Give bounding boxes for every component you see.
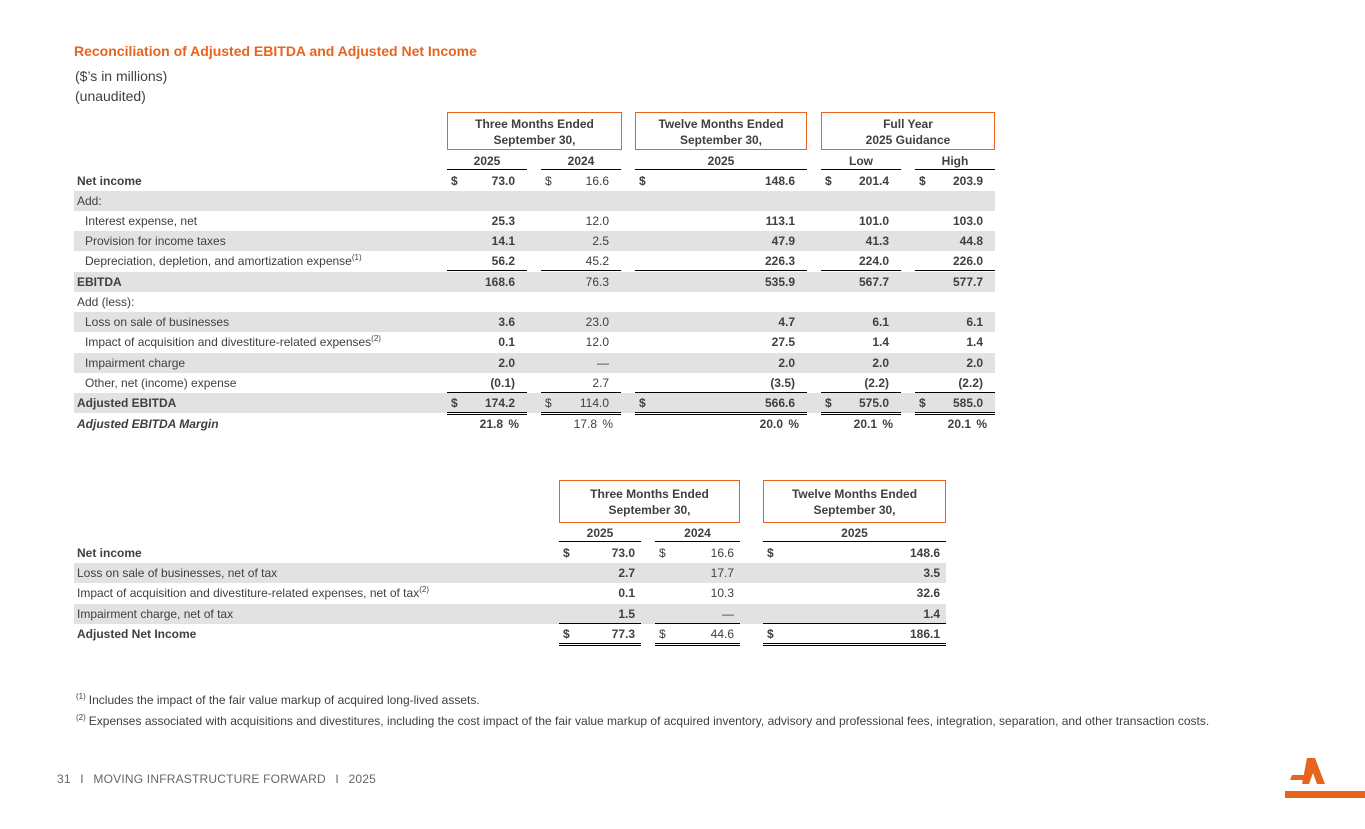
cell-value: 1.4 xyxy=(923,607,940,621)
table-cell xyxy=(635,231,807,251)
table-cell xyxy=(821,373,901,393)
table-cell xyxy=(541,251,621,271)
table-cell xyxy=(447,353,527,373)
cell-value: 56.2 xyxy=(491,254,515,268)
table-cell xyxy=(559,624,641,646)
table-row xyxy=(74,332,995,352)
table-cell xyxy=(635,332,807,352)
table-row xyxy=(74,211,995,231)
table-cell xyxy=(541,231,621,251)
cell-value: 2.0 xyxy=(872,356,889,370)
cell-value: 6.1 xyxy=(966,315,983,329)
table-cell xyxy=(655,543,740,563)
cell-value: 174.2 xyxy=(484,396,515,410)
row-label: Loss on sale of businesses xyxy=(85,315,230,329)
cell-value: 32.6 xyxy=(916,586,940,600)
cell-value: 203.9 xyxy=(952,174,983,188)
currency-symbol: $ xyxy=(639,174,646,188)
table-cell xyxy=(915,272,995,292)
table-cell xyxy=(915,171,995,191)
subtitle-unaudited: (unaudited) xyxy=(75,88,146,104)
table-cell xyxy=(447,393,527,415)
table-cell xyxy=(763,624,946,646)
column-header: 2025 xyxy=(559,524,641,542)
cell-value: 577.7 xyxy=(952,275,983,289)
column-header: Low xyxy=(821,152,901,170)
currency-symbol: $ xyxy=(659,627,666,641)
cell-value: 23.0 xyxy=(585,315,609,329)
percent-symbol: % xyxy=(602,417,613,431)
row-label: Impairment charge, net of tax xyxy=(77,607,234,621)
column-group-line: 2025 Guidance xyxy=(865,133,951,147)
column-header: 2025 xyxy=(635,152,807,170)
cell-value: 2.7 xyxy=(618,566,635,580)
table-row xyxy=(74,373,995,393)
cell-value: 585.0 xyxy=(952,396,983,410)
cell-value: 17.8 xyxy=(573,417,597,431)
row-label: Impact of acquisition and divestiture-related expenses, net of tax$^{(2)}$ xyxy=(77,585,429,600)
cell-value: (2.2) xyxy=(958,376,983,390)
column-group-header xyxy=(763,480,946,523)
table-cell xyxy=(763,583,946,603)
table-cell xyxy=(915,353,995,373)
cell-value: 12.0 xyxy=(585,214,609,228)
table-cell xyxy=(447,373,527,393)
table-cell xyxy=(635,373,807,393)
table-cell xyxy=(447,211,527,231)
table-cell xyxy=(915,332,995,352)
column-group-line: Full Year xyxy=(883,117,933,131)
row-label: Adjusted EBITDA Margin xyxy=(77,417,219,431)
table-cell xyxy=(541,211,621,231)
cell-value: 20.1 xyxy=(853,417,877,431)
row-label: Adjusted EBITDA xyxy=(77,396,177,410)
table-cell xyxy=(447,414,527,434)
table-row xyxy=(74,414,995,434)
currency-symbol: $ xyxy=(659,546,666,560)
table-cell xyxy=(635,393,807,415)
table-cell xyxy=(447,312,527,332)
table-row xyxy=(74,272,995,292)
column-group-line: September 30, xyxy=(493,133,576,147)
table-cell xyxy=(635,251,807,271)
cell-value: — xyxy=(722,607,734,621)
cell-value: 0.1 xyxy=(618,586,635,600)
cell-value: 1.5 xyxy=(618,607,635,621)
table-cell xyxy=(821,231,901,251)
cell-value: — xyxy=(597,356,609,370)
cell-value: 2.0 xyxy=(966,356,983,370)
currency-symbol: $ xyxy=(451,174,458,188)
cell-value: 226.0 xyxy=(952,254,983,268)
row-label: Other, net (income) expense xyxy=(85,376,237,390)
cell-value: 535.9 xyxy=(764,275,795,289)
cell-value: 16.6 xyxy=(710,546,734,560)
currency-symbol: $ xyxy=(563,546,570,560)
table-cell xyxy=(447,231,527,251)
cell-value: 21.8 xyxy=(479,417,503,431)
cell-value: 6.1 xyxy=(872,315,889,329)
cell-value: 20.0 xyxy=(759,417,783,431)
subtitle-units: ($’s in millions) xyxy=(75,68,168,84)
cell-value: 4.7 xyxy=(778,315,795,329)
table-cell xyxy=(541,353,621,373)
footer-separator: I xyxy=(80,772,84,786)
footnote-2-mark: (2) xyxy=(76,713,86,722)
currency-symbol: $ xyxy=(825,396,832,410)
cell-value: 2.5 xyxy=(592,234,609,248)
cell-value: 47.9 xyxy=(771,234,795,248)
row-label: Add (less): xyxy=(77,295,135,309)
table-row xyxy=(74,393,995,413)
currency-symbol: $ xyxy=(825,174,832,188)
column-group-line: September 30, xyxy=(679,133,763,147)
footnote-1-text: Includes the impact of the fair value markup of acquired long-lived assets. xyxy=(88,693,480,707)
currency-symbol: $ xyxy=(545,396,552,410)
table-cell xyxy=(447,272,527,292)
cell-value: 3.5 xyxy=(923,566,940,580)
row-label: EBITDA xyxy=(77,275,122,289)
currency-symbol: $ xyxy=(767,627,774,641)
cell-value: 77.3 xyxy=(611,627,635,641)
table-cell xyxy=(559,563,641,583)
table-cell xyxy=(635,272,807,292)
cell-value: 44.6 xyxy=(710,627,734,641)
cell-value: 224.0 xyxy=(858,254,889,268)
cell-value: 186.1 xyxy=(909,627,940,641)
table-cell xyxy=(635,312,807,332)
table-cell xyxy=(541,272,621,292)
cell-value: 566.6 xyxy=(764,396,795,410)
cell-value: 2.0 xyxy=(498,356,515,370)
currency-symbol: $ xyxy=(919,174,926,188)
page-footer xyxy=(57,772,376,786)
cell-value: 10.3 xyxy=(710,586,734,600)
table-cell xyxy=(763,604,946,624)
cell-value: 16.6 xyxy=(585,174,609,188)
table-cell xyxy=(541,171,621,191)
row-label: Interest expense, net xyxy=(85,214,198,228)
footer-text: MOVING INFRASTRUCTURE FORWARD xyxy=(93,772,326,786)
cell-value: 73.0 xyxy=(491,174,515,188)
row-label: Net income xyxy=(77,174,142,188)
currency-symbol: $ xyxy=(639,396,646,410)
column-header: High xyxy=(915,152,995,170)
row-label: Loss on sale of businesses, net of tax xyxy=(77,566,278,580)
table-row xyxy=(74,563,946,583)
cell-value: (0.1) xyxy=(490,376,515,390)
table-cell xyxy=(763,563,946,583)
column-group-line: Twelve Months Ended xyxy=(658,117,784,131)
row-label: Add: xyxy=(77,194,102,208)
table-cell xyxy=(635,353,807,373)
table-row xyxy=(74,231,995,251)
column-group-header xyxy=(635,112,807,150)
cell-value: 1.4 xyxy=(966,335,983,349)
cell-value: 44.8 xyxy=(959,234,983,248)
table-row xyxy=(74,624,946,644)
cell-value: 103.0 xyxy=(952,214,983,228)
table-row xyxy=(74,292,995,312)
cell-value: (3.5) xyxy=(770,376,795,390)
table-cell xyxy=(915,393,995,415)
column-group-line: Twelve Months Ended xyxy=(791,487,918,501)
table-row xyxy=(74,312,995,332)
row-label: Provision for income taxes xyxy=(85,234,226,248)
table-cell xyxy=(635,171,807,191)
cell-value: 41.3 xyxy=(865,234,889,248)
table-cell xyxy=(821,414,901,434)
row-label: Adjusted Net Income xyxy=(77,627,197,641)
table-cell xyxy=(821,332,901,352)
table-cell xyxy=(635,414,807,434)
table-cell xyxy=(915,251,995,271)
footer-year: 2025 xyxy=(348,772,376,786)
cell-value: 148.6 xyxy=(909,546,940,560)
row-label: Impairment charge xyxy=(85,356,186,370)
cell-value: 76.3 xyxy=(585,275,609,289)
cell-value: 148.6 xyxy=(764,174,795,188)
cell-value: 1.4 xyxy=(872,335,889,349)
cell-value: 3.6 xyxy=(498,315,515,329)
percent-symbol: % xyxy=(788,417,799,431)
cell-value: 226.3 xyxy=(764,254,795,268)
cell-value: 73.0 xyxy=(611,546,635,560)
table-row xyxy=(74,543,946,563)
page-title: Reconciliation of Adjusted EBITDA and Adjusted Net Income xyxy=(74,43,477,59)
table-cell xyxy=(655,583,740,603)
currency-symbol: $ xyxy=(563,627,570,641)
column-group-line: Three Months Ended xyxy=(475,117,594,131)
table-cell xyxy=(821,312,901,332)
cell-value: 17.7 xyxy=(710,566,734,580)
table-cell xyxy=(821,171,901,191)
table-cell xyxy=(821,353,901,373)
table-cell xyxy=(821,272,901,292)
row-label: Net income xyxy=(77,546,142,560)
table-cell xyxy=(541,312,621,332)
column-group-header xyxy=(559,480,740,523)
column-header: 2024 xyxy=(655,524,740,542)
table-cell xyxy=(559,583,641,603)
cell-value: 101.0 xyxy=(858,214,889,228)
table-row xyxy=(74,171,995,191)
footer-separator: I xyxy=(335,772,339,786)
table-cell xyxy=(541,393,621,415)
column-header: 2025 xyxy=(763,524,946,542)
currency-symbol: $ xyxy=(919,396,926,410)
percent-symbol: % xyxy=(882,417,893,431)
table-cell xyxy=(447,251,527,271)
table-cell xyxy=(635,211,807,231)
table-cell xyxy=(915,211,995,231)
footnote-1-mark: (1) xyxy=(76,692,86,701)
column-group-line: September 30, xyxy=(608,503,691,517)
table-cell xyxy=(655,563,740,583)
table-row xyxy=(74,251,995,271)
footnote-reference: (2) xyxy=(371,334,381,343)
currency-symbol: $ xyxy=(767,546,774,560)
row-label: Depreciation, depletion, and amortization expense$^{(1)}$ xyxy=(85,253,362,268)
cell-value: 20.1 xyxy=(947,417,971,431)
table-row xyxy=(74,604,946,624)
table-cell xyxy=(559,543,641,563)
cell-value: 0.1 xyxy=(498,335,515,349)
table-cell xyxy=(821,211,901,231)
cell-value: 12.0 xyxy=(585,335,609,349)
currency-symbol: $ xyxy=(545,174,552,188)
table-cell xyxy=(541,414,621,434)
table-cell xyxy=(763,543,946,563)
percent-symbol: % xyxy=(976,417,987,431)
footnote-1 xyxy=(76,692,1296,709)
cell-value: 113.1 xyxy=(765,214,795,228)
table-cell xyxy=(915,231,995,251)
table-cell xyxy=(447,332,527,352)
page-number: 31 xyxy=(57,772,71,786)
cell-value: 567.7 xyxy=(858,275,889,289)
cell-value: (2.2) xyxy=(864,376,889,390)
cell-value: 201.4 xyxy=(858,174,889,188)
column-header: 2025 xyxy=(447,152,527,170)
cell-value: 2.0 xyxy=(778,356,795,370)
cell-value: 575.0 xyxy=(858,396,889,410)
column-header: 2024 xyxy=(541,152,621,170)
table-row xyxy=(74,353,995,373)
column-group-line: September 30, xyxy=(813,503,896,517)
company-logo-icon xyxy=(1285,758,1365,800)
cell-value: 25.3 xyxy=(491,214,515,228)
table-cell xyxy=(915,414,995,434)
cell-value: 14.1 xyxy=(491,234,515,248)
table-cell xyxy=(541,373,621,393)
cell-value: 168.6 xyxy=(484,275,515,289)
currency-symbol: $ xyxy=(451,396,458,410)
footnote-reference: (2) xyxy=(419,585,429,594)
table-row xyxy=(74,191,995,211)
row-label: Impact of acquisition and divestiture-related expenses$^{(2)}$ xyxy=(85,334,381,349)
table-cell xyxy=(655,624,740,646)
cell-value: 45.2 xyxy=(585,254,609,268)
column-group-header xyxy=(447,112,622,150)
subtitle xyxy=(75,66,167,106)
table-cell xyxy=(821,251,901,271)
footnote-2-text: Expenses associated with acquisitions and divestitures, including the cost impact of the fair value markup of acquired inventory, advisory and professional fees, integration, separation, and other transaction costs. xyxy=(88,714,1210,728)
footnote-2 xyxy=(76,713,1296,730)
table-cell xyxy=(915,373,995,393)
table-cell xyxy=(821,393,901,415)
table-cell xyxy=(915,312,995,332)
cell-value: 27.5 xyxy=(771,335,795,349)
percent-symbol: % xyxy=(508,417,519,431)
table-cell xyxy=(541,332,621,352)
table-cell xyxy=(655,604,740,624)
table-row xyxy=(74,583,946,603)
table-cell xyxy=(447,171,527,191)
column-group-header xyxy=(821,112,995,150)
cell-value: 2.7 xyxy=(592,376,609,390)
cell-value: 114.0 xyxy=(579,396,609,410)
table-cell xyxy=(559,604,641,624)
column-group-line: Three Months Ended xyxy=(590,487,709,501)
footnote-reference: (1) xyxy=(351,253,362,262)
